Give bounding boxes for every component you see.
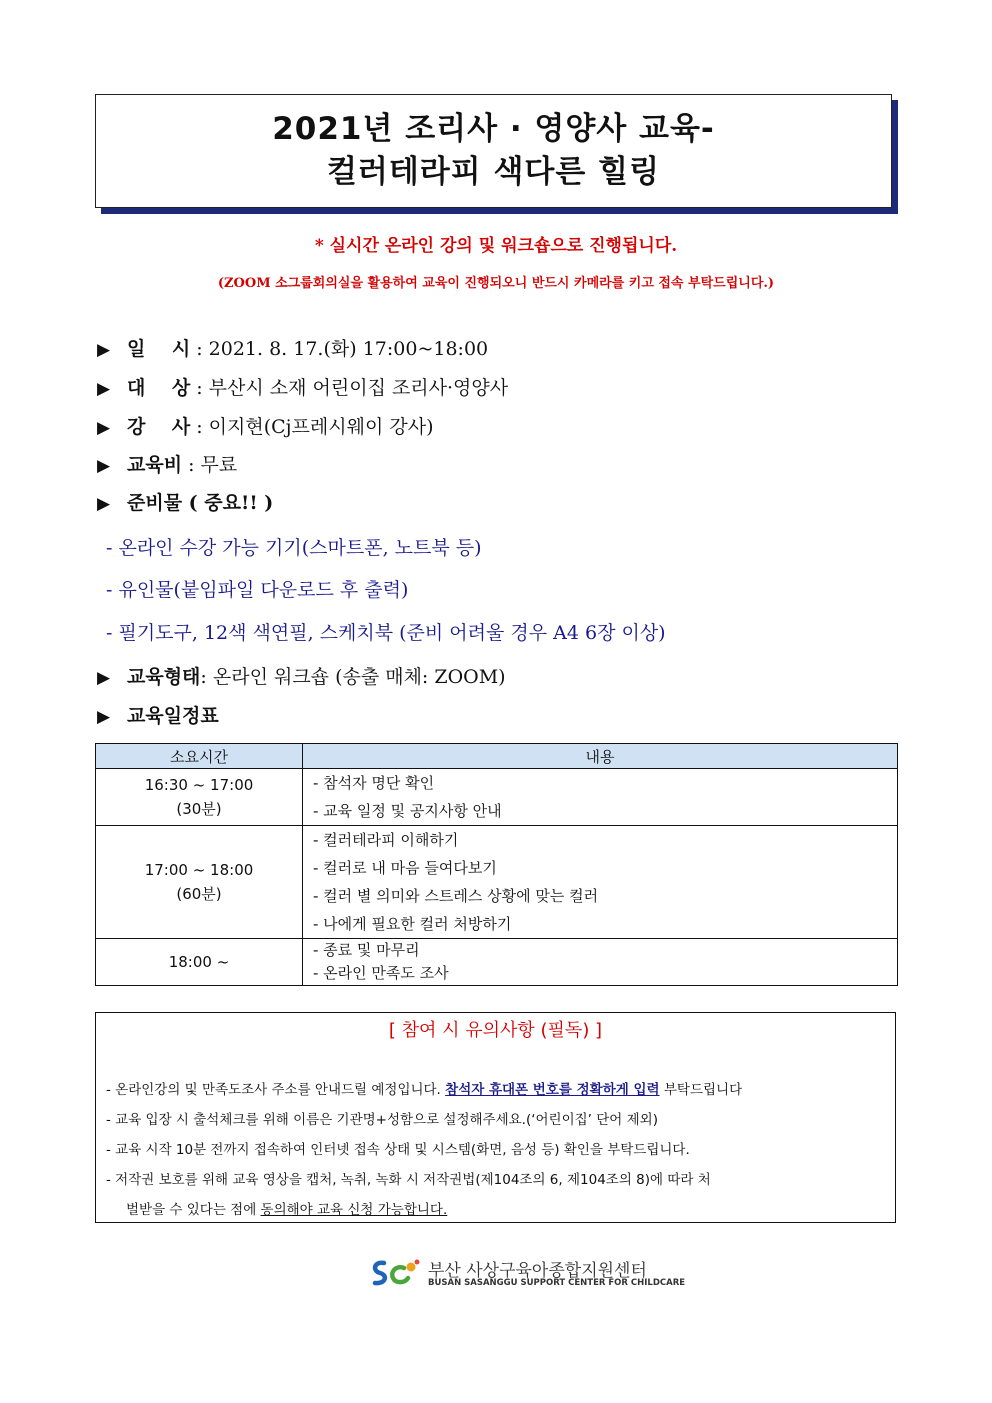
caution-item-2: - 교육 입장 시 출석체크를 위해 이름은 기관명+성함으로 설정해주세요.(‘어린이집’ 단어 제외) xyxy=(106,1112,658,1128)
row-time xyxy=(96,769,303,826)
caution-text: - 온라인강의 및 만족도조사 주소를 안내드릴 예정입니다. xyxy=(106,1082,446,1098)
info-target-value: : 부산시 소재 어린이집 조리사·영양사 xyxy=(190,377,509,399)
content-item: - 컬러테라피 이해하기 xyxy=(313,831,459,849)
content-item: - 나에게 필요한 컬러 처방하기 xyxy=(313,915,512,933)
title-line-1: 2021년 조리사 · 영양사 교육- xyxy=(272,111,715,147)
content-item: - 종료 및 마무리 xyxy=(313,941,420,959)
triangle-right-icon: ▶ xyxy=(97,494,111,514)
time-range: 16:30 ~ 17:00 xyxy=(144,776,254,794)
info-supplies xyxy=(97,488,273,515)
caution-item-4: - 저작권 보호를 위해 교육 영상을 캡처, 녹취, 녹화 시 저작권법(제104조의 6, 제104조의 8)에 따라 처 xyxy=(106,1172,711,1188)
info-lecturer xyxy=(97,412,434,439)
info-date-value: : 2021. 8. 17.(화) 17:00~18:00 xyxy=(190,338,489,360)
info-lecturer-label: 강 사 xyxy=(127,416,191,438)
org-name-korean: 부산 사상구육아종합지원센터 xyxy=(428,1261,647,1281)
org-name-english: BUSAN SASANGGU SUPPORT CENTER FOR CHILDCARE xyxy=(428,1278,686,1288)
time-range: 18:00 ~ xyxy=(168,953,230,971)
caution-title: [ 참여 시 유의사항 (필독) ] xyxy=(388,1020,603,1041)
row-time xyxy=(96,826,303,939)
info-target-label: 대 상 xyxy=(127,377,191,399)
supply-item-3: - 필기도구, 12색 색연필, 스케치북 (준비 어려울 경우 A4 6장 이상) xyxy=(106,622,666,644)
content-item: - 참석자 명단 확인 xyxy=(313,774,435,792)
supply-item-2: - 유인물(붙임파일 다운로드 후 출력) xyxy=(106,579,409,601)
title-line-2: 컬러테라피 색다른 힐링 xyxy=(326,154,661,190)
content-item: - 온라인 만족도 조사 xyxy=(313,964,449,982)
caution-highlight: 참석자 휴대폰 번호를 정확하게 입력 xyxy=(445,1082,660,1098)
triangle-right-icon: ▶ xyxy=(97,668,111,688)
content-item: - 교육 일정 및 공지사항 안내 xyxy=(313,802,502,820)
triangle-right-icon: ▶ xyxy=(97,456,111,476)
table-row xyxy=(96,826,898,939)
info-fee xyxy=(97,450,237,477)
schedule-table xyxy=(95,743,898,986)
info-date xyxy=(97,334,488,361)
info-date-label: 일 시 xyxy=(127,338,191,360)
info-format-label: 교육형태 xyxy=(127,666,201,688)
caution-box xyxy=(95,1012,896,1223)
online-notice: * 실시간 온라인 강의 및 워크숍으로 진행됩니다. xyxy=(314,236,678,256)
row-content xyxy=(303,769,898,826)
info-schedule xyxy=(97,701,219,728)
table-row xyxy=(96,939,898,986)
triangle-right-icon: ▶ xyxy=(97,418,111,438)
content-item: - 컬러로 내 마음 들여다보기 xyxy=(313,859,497,877)
caution-list xyxy=(106,1075,886,1225)
info-supplies-label: 준비물 ( 중요!! ) xyxy=(127,492,274,514)
info-format xyxy=(97,662,506,689)
childcare-center-logo-icon xyxy=(370,1257,422,1287)
triangle-right-icon: ▶ xyxy=(97,379,111,399)
caution-text: 벌받을 수 있다는 점에 xyxy=(126,1202,261,1218)
supply-item-1: - 온라인 수강 가능 기기(스마트폰, 노트북 등) xyxy=(106,537,482,559)
caution-item-3: - 교육 시작 10분 전까지 접속하여 인터넷 접속 상태 및 시스템(화면, 음성 등) 확인을 부탁드립니다. xyxy=(106,1142,690,1158)
row-content xyxy=(303,826,898,939)
triangle-right-icon: ▶ xyxy=(97,340,111,360)
info-fee-value: : 무료 xyxy=(182,454,238,476)
time-duration: (30분) xyxy=(176,800,222,818)
caution-item-4-cont xyxy=(106,1195,886,1225)
document-title-box xyxy=(95,94,892,208)
header-duration: 소요시간 xyxy=(96,744,303,769)
time-range: 17:00 ~ 18:00 xyxy=(144,861,254,879)
info-schedule-label: 교육일정표 xyxy=(127,705,219,727)
zoom-notice: (ZOOM 소그룹회의실을 활용하여 교육이 진행되오니 반드시 카메라를 키고 접속 부탁드립니다.) xyxy=(217,276,775,291)
info-lecturer-value: : 이지현(Cj프레시웨이 강사) xyxy=(190,416,434,438)
table-header-row xyxy=(96,744,898,769)
info-format-value: : 온라인 워크숍 (송출 매체: ZOOM) xyxy=(200,666,506,688)
header-content: 내용 xyxy=(303,744,898,769)
info-target xyxy=(97,373,508,400)
caution-text: 부탁드립니다 xyxy=(659,1082,743,1098)
row-content xyxy=(303,939,898,986)
row-time xyxy=(96,939,303,986)
time-duration: (60분) xyxy=(176,885,222,903)
caution-underline: 동의해야 교육 신청 가능합니다. xyxy=(260,1202,448,1218)
caution-item-1 xyxy=(106,1075,886,1105)
footer-logo xyxy=(370,1255,686,1291)
triangle-right-icon: ▶ xyxy=(97,707,111,727)
table-row xyxy=(96,769,898,826)
info-fee-label: 교육비 xyxy=(127,454,183,476)
content-item: - 컬러 별 의미와 스트레스 상황에 맞는 컬러 xyxy=(313,887,599,905)
